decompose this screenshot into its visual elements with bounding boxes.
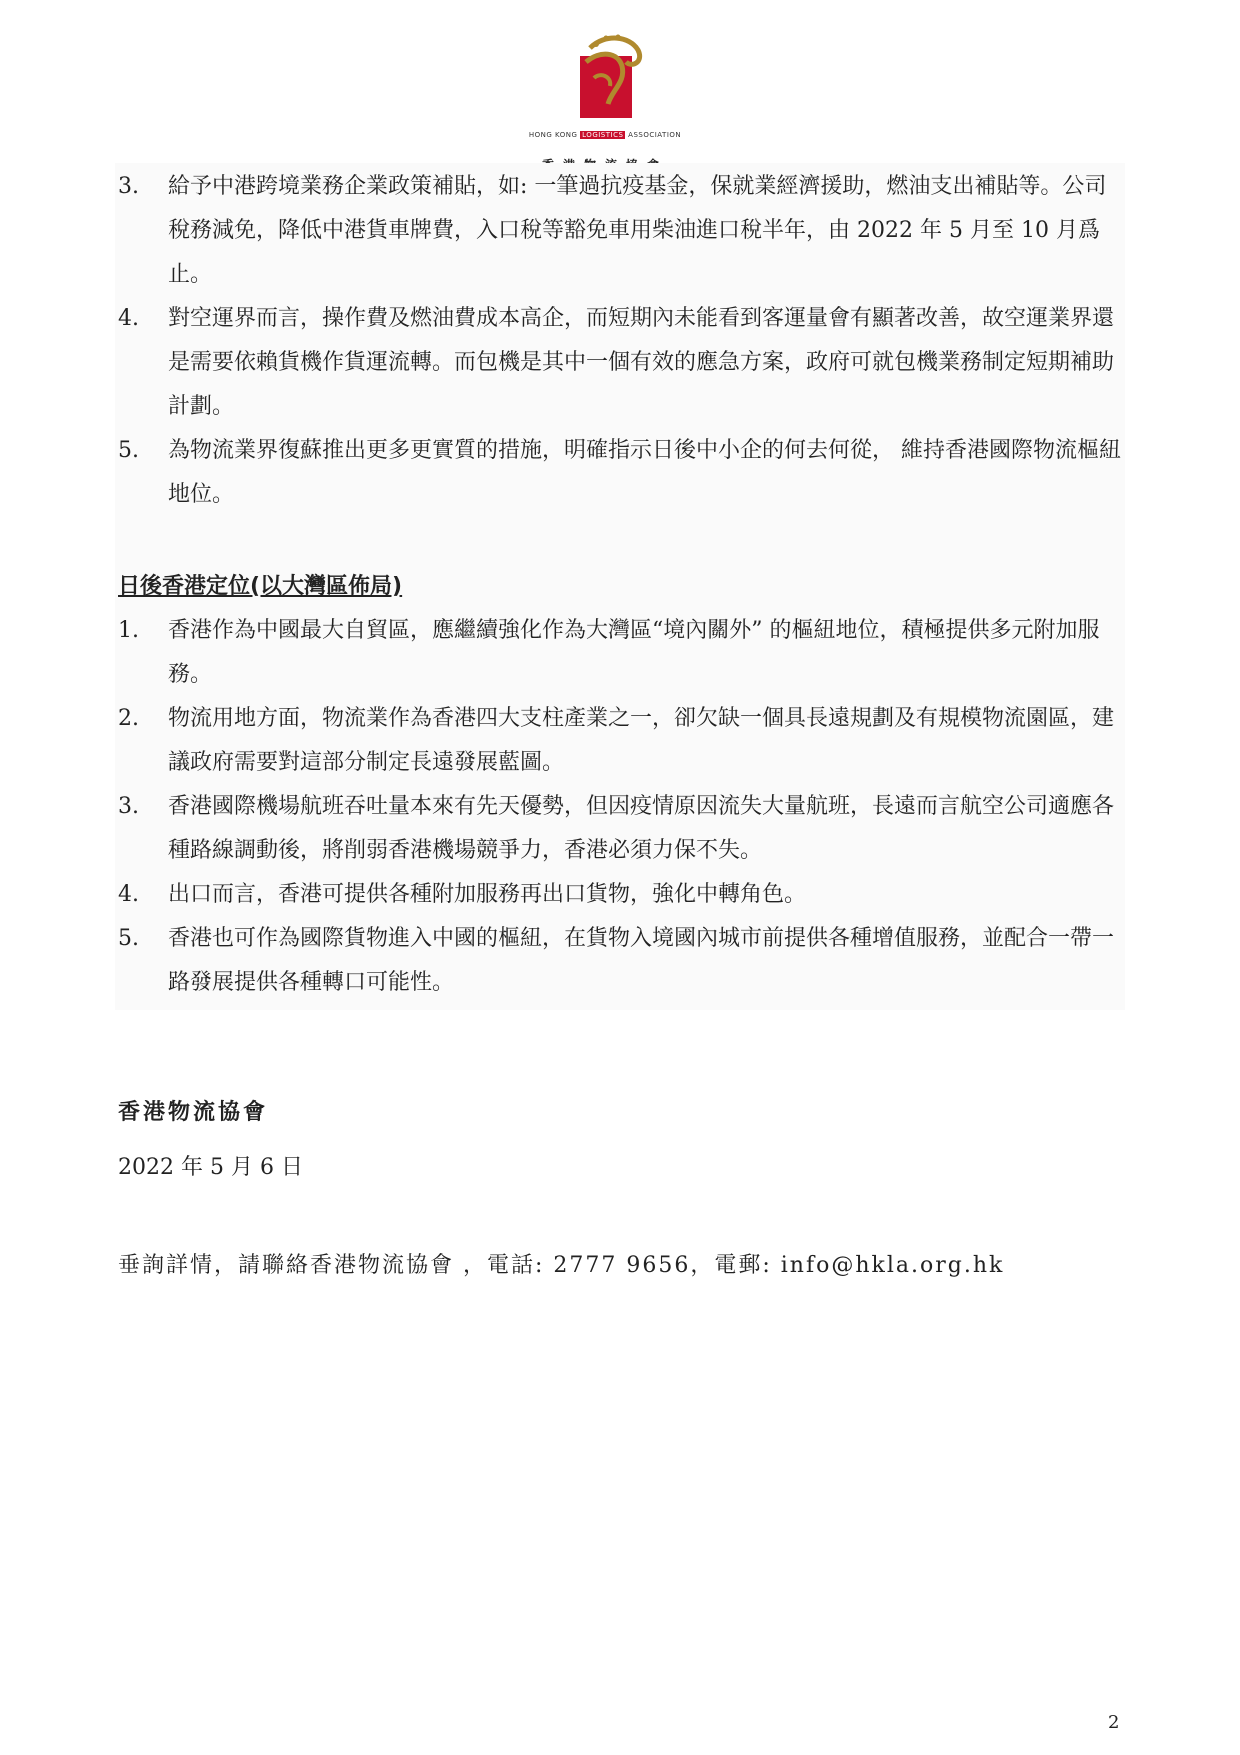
section-heading: 日後香港定位(以大灣區佈局) <box>118 574 403 599</box>
item-number: 5. <box>118 926 139 951</box>
hkla-logo <box>515 28 695 158</box>
organization-signature: 香港物流協會 <box>118 1100 269 1125</box>
item-number: 4. <box>118 306 139 331</box>
item-text: 對空運界而言，操作費及燃油費成本高企，而短期內未能看到客運量會有顯著改善，故空運業界還是需要依賴貨機作貨運流轉。而包機是其中一個有效的應急方案，政府可就包機業務制定短期補助計劃。 <box>168 306 1115 419</box>
item-number: 4. <box>118 882 139 907</box>
item-text: 香港也可作為國際貨物進入中國的樞紐，在貨物入境國內城市前提供各種增值服務，並配合一帶一路發展提供各種轉口可能性。 <box>168 926 1115 995</box>
item-text: 給予中港跨境業務企業政策補貼，如: 一筆過抗疫基金，保就業經濟援助，燃油支出補貼等。公司稅務減免，降低中港貨車牌費，入口稅等豁免車用柴油進口稅半年，由 2022 年 5 月至 10 月爲止。 <box>168 174 1107 287</box>
item-number: 1. <box>118 618 139 643</box>
item-number: 3. <box>118 794 139 819</box>
page-number: 2 <box>1108 1712 1120 1733</box>
contact-info: 垂詢詳情，請聯絡香港物流協會 ，電話: 2777 9656，電郵: info@hkla.org.hk <box>118 1253 1005 1278</box>
item-number: 5. <box>118 438 139 463</box>
item-number: 3. <box>118 174 139 199</box>
document-date: 2022 年 5 月 6 日 <box>118 1155 303 1180</box>
item-text: 香港作為中國最大自貿區，應繼續強化作為大灣區“境內關外” 的樞紐地位，積極提供多元附加服務。 <box>168 618 1100 687</box>
logo-english-name: HONG KONG LOGISTICS ASSOCIATION <box>528 131 682 139</box>
item-text: 出口而言，香港可提供各種附加服務再出口貨物，強化中轉角色。 <box>168 882 807 907</box>
item-text: 香港國際機場航班吞吐量本來有先天優勢，但因疫情原因流失大量航班，長遠而言航空公司適應各種路線調動後，將削弱香港機場競爭力，香港必須力保不失。 <box>168 794 1115 863</box>
item-text: 物流用地方面，物流業作為香港四大支柱產業之一，卻欠缺一個具長遠規劃及有規模物流園區，建議政府需要對這部分制定長遠發展藍圖。 <box>168 706 1115 775</box>
item-number: 2. <box>118 706 139 731</box>
item-text: 為物流業界復蘇推出更多更實質的措施，明確指示日後中小企的何去何從， 維持香港國際物流樞紐地位。 <box>168 438 1121 507</box>
dragon-logo-icon <box>560 28 650 123</box>
